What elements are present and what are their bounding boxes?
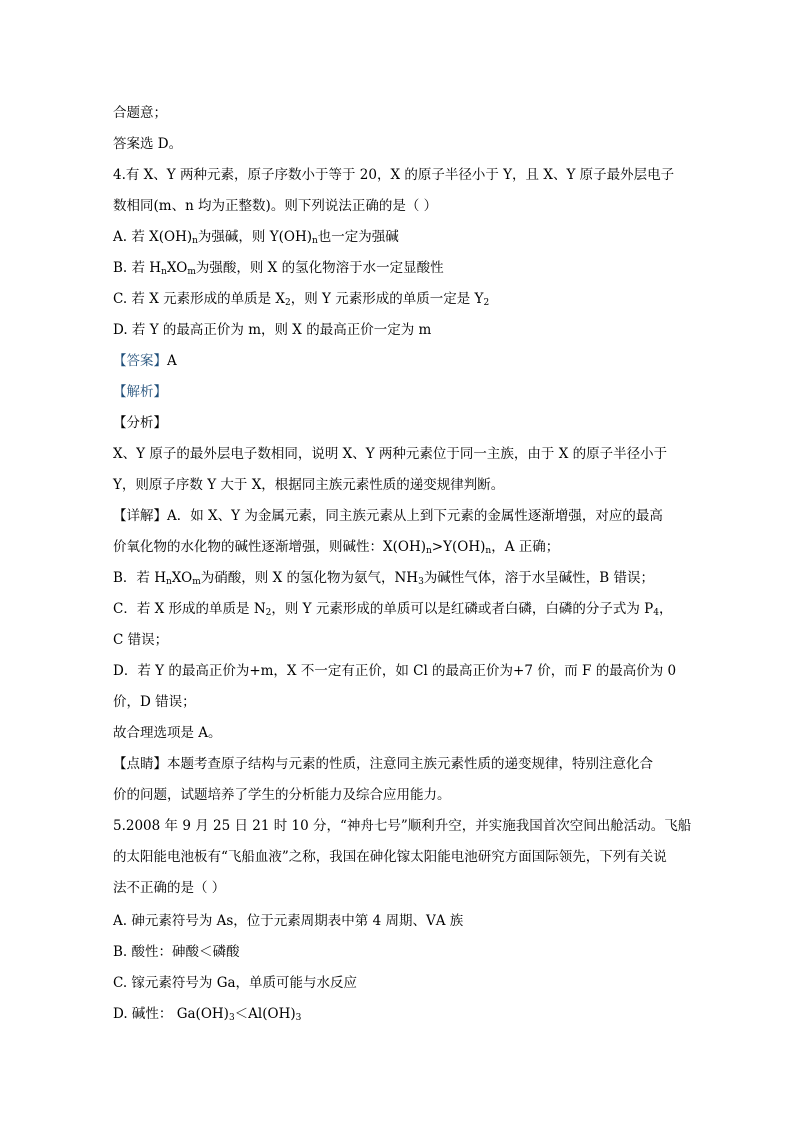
dianjing-line: 【点睛】本题考查原子结构与元素的性质，注意同主族元素性质的递变规律，特别注意化合 bbox=[113, 756, 653, 772]
detail-line: C 错误； bbox=[113, 632, 169, 648]
conclusion-line: 故合理选项是 A。 bbox=[113, 725, 222, 741]
detail-line: 价，D 错误； bbox=[113, 694, 196, 710]
answer-tag: 【答案】 bbox=[113, 353, 167, 369]
detail-line: 价氧化物的水化物的碱性逐渐增强，则碱性：$X(OH)_n>Y(OH)_n$，A 正确； bbox=[113, 539, 560, 556]
answer-line bbox=[113, 353, 177, 369]
question-5-stem: 的太阳能电池板有“飞船血液”之称，我国在砷化镓太阳能电池研究方面国际领先，下列有关说 bbox=[113, 849, 667, 865]
question-4-stem: 4.有 X、Y 两种元素，原子序数小于等于 20，X 的原子半径小于 Y，且 X、Y 原子最外层电子 bbox=[113, 167, 675, 183]
detail-tag: 【详解】 bbox=[113, 508, 167, 524]
option-b: B. 若 $H_nXO_m$为强酸，则 X 的氢化物溶于水一定显酸性 bbox=[113, 260, 444, 277]
option-a: A. 若 $X(OH)_n$为强碱，则 $Y(OH)_n$也一定为强碱 bbox=[113, 229, 399, 246]
option-d: D. 若 Y 的最高正价为 m，则 X 的最高正价一定为 m bbox=[113, 322, 432, 338]
option-b: B. 酸性：砷酸＜磷酸 bbox=[113, 944, 240, 960]
question-5-stem: 法不正确的是（ ） bbox=[113, 880, 226, 896]
detail-line: B．若 $H_nXO_m$为硝酸，则 X 的氢化物为氨气，$NH_3$为碱性气体，溶于水呈碱性，B 错误； bbox=[113, 570, 655, 587]
option-c: C. 镓元素符号为 Ga，单质可能与水反应 bbox=[113, 975, 358, 991]
dianjing-tag: 【点睛】 bbox=[113, 756, 167, 772]
detail-line: D．若 Y 的最高正价为+m，X 不一定有正价，如 Cl 的最高正价为+7 价，而 F 的最高价为 0 bbox=[113, 663, 677, 679]
question-4-stem: 数相同(m、n 均为正整数)。则下列说法正确的是（ ） bbox=[113, 198, 438, 214]
text-line: 合题意； bbox=[113, 105, 167, 121]
option-c: C. 若 X 元素形成的单质是 $X_2$，则 Y 元素形成的单质一定是 $Y_2$ bbox=[113, 291, 490, 308]
fenxi-tag: 【分析】 bbox=[113, 415, 167, 431]
detail-line: 【详解】A．如 X、Y 为金属元素，同主族元素从上到下元素的金属性逐渐增强，对应的最高 bbox=[113, 508, 663, 524]
fenxi-text: X、Y 原子的最外层电子数相同，说明 X、Y 两种元素位于同一主族，由于 X 的原子半径小于 bbox=[113, 446, 668, 462]
fenxi-text: Y，则原子序数 Y 大于 X，根据同主族元素性质的递变规律判断。 bbox=[113, 477, 505, 493]
question-5-stem: 5.2008 年 9 月 25 日 21 时 10 分，“神舟七号”顺利升空，并实施我国首次空间出舱活动。飞船 bbox=[113, 818, 692, 834]
analysis-tag: 【解析】 bbox=[113, 384, 167, 400]
dianjing-line: 价的问题，试题培养了学生的分析能力及综合应用能力。 bbox=[113, 787, 451, 803]
option-d: D. 碱性： $Ga(OH)_3<Al(OH)_3$ bbox=[113, 1006, 302, 1023]
answer-value: A bbox=[167, 353, 177, 369]
text-line: 答案选 D。 bbox=[113, 136, 183, 152]
option-a: A. 砷元素符号为 As，位于元素周期表中第 4 周期、ⅤA 族 bbox=[113, 913, 464, 929]
detail-line: C．若 X 形成的单质是 $N_2$，则 Y 元素形成的单质可以是红磷或者白磷，白磷的分子式为 $P_4$， bbox=[113, 601, 673, 618]
